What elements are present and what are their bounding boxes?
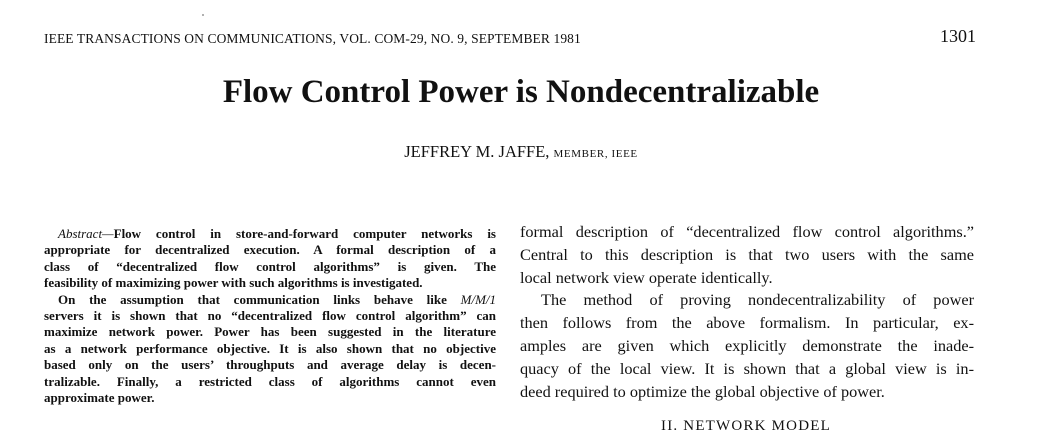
- scan-speck: [202, 14, 204, 16]
- body-line: Central to this description is that two users with the same: [520, 244, 974, 264]
- body-line: quacy of the local view. It is shown that a global view is in-: [520, 358, 974, 378]
- body-line: then follows from the above formalism. In particular, ex-: [520, 313, 974, 333]
- body-column: [520, 221, 974, 403]
- body-line: formal description of “decentralized flow control algorithms.”: [520, 222, 974, 241]
- abstract-line: as a network performance objective. It is also shown that no objective: [44, 340, 496, 356]
- author-membership: MEMBER, IEEE: [553, 148, 638, 160]
- abstract-line: appropriate for decentralized execution. A formal description of a: [44, 242, 496, 258]
- abstract-line: tralizable. Finally, a restricted class of algorithms cannot even: [44, 373, 496, 389]
- paper-title: Flow Control Power is Nondecentralizable: [222, 74, 820, 110]
- page-number: 1301: [940, 26, 976, 46]
- abstract-line: class of “decentralized flow control algorithms” is given. The: [44, 258, 496, 274]
- author-line: [0, 142, 1042, 162]
- abstract-label: Abstract—: [58, 226, 114, 241]
- abstract-line: maximize network power. Power has been suggested in the literature: [44, 324, 496, 340]
- abstract-line: Abstract—Flow control in store-and-forward computer networks is: [58, 226, 496, 241]
- body-line: local network view operate identically.: [520, 267, 773, 287]
- author-name: JEFFREY M. JAFFE,: [404, 142, 550, 161]
- running-head: IEEE TRANSACTIONS ON COMMUNICATIONS, VOL. COM-29, NO. 9, SEPTEMBER 1981: [44, 31, 581, 46]
- abstract-line: based only on the users’ throughputs and average delay is decen-: [44, 357, 496, 373]
- queue-notation: M/M/1: [460, 291, 497, 307]
- abstract-line: servers it is shown that no “decentralized flow control algorithm” can: [44, 308, 496, 324]
- abstract-line: On the assumption that communication links behave like M/M/1: [58, 291, 497, 307]
- abstract-line: feasibility of maximizing power with such algorithms is investigated.: [44, 275, 423, 291]
- section-heading: II. NETWORK MODEL: [661, 418, 831, 434]
- body-line: The method of proving nondecentralizability of power: [541, 290, 974, 310]
- body-line: amples are given which explicitly demonstrate the inade-: [520, 335, 974, 355]
- abstract: [44, 226, 496, 406]
- abstract-line: approximate power.: [44, 390, 155, 406]
- body-line: deed required to optimize the global objective of power.: [520, 381, 885, 401]
